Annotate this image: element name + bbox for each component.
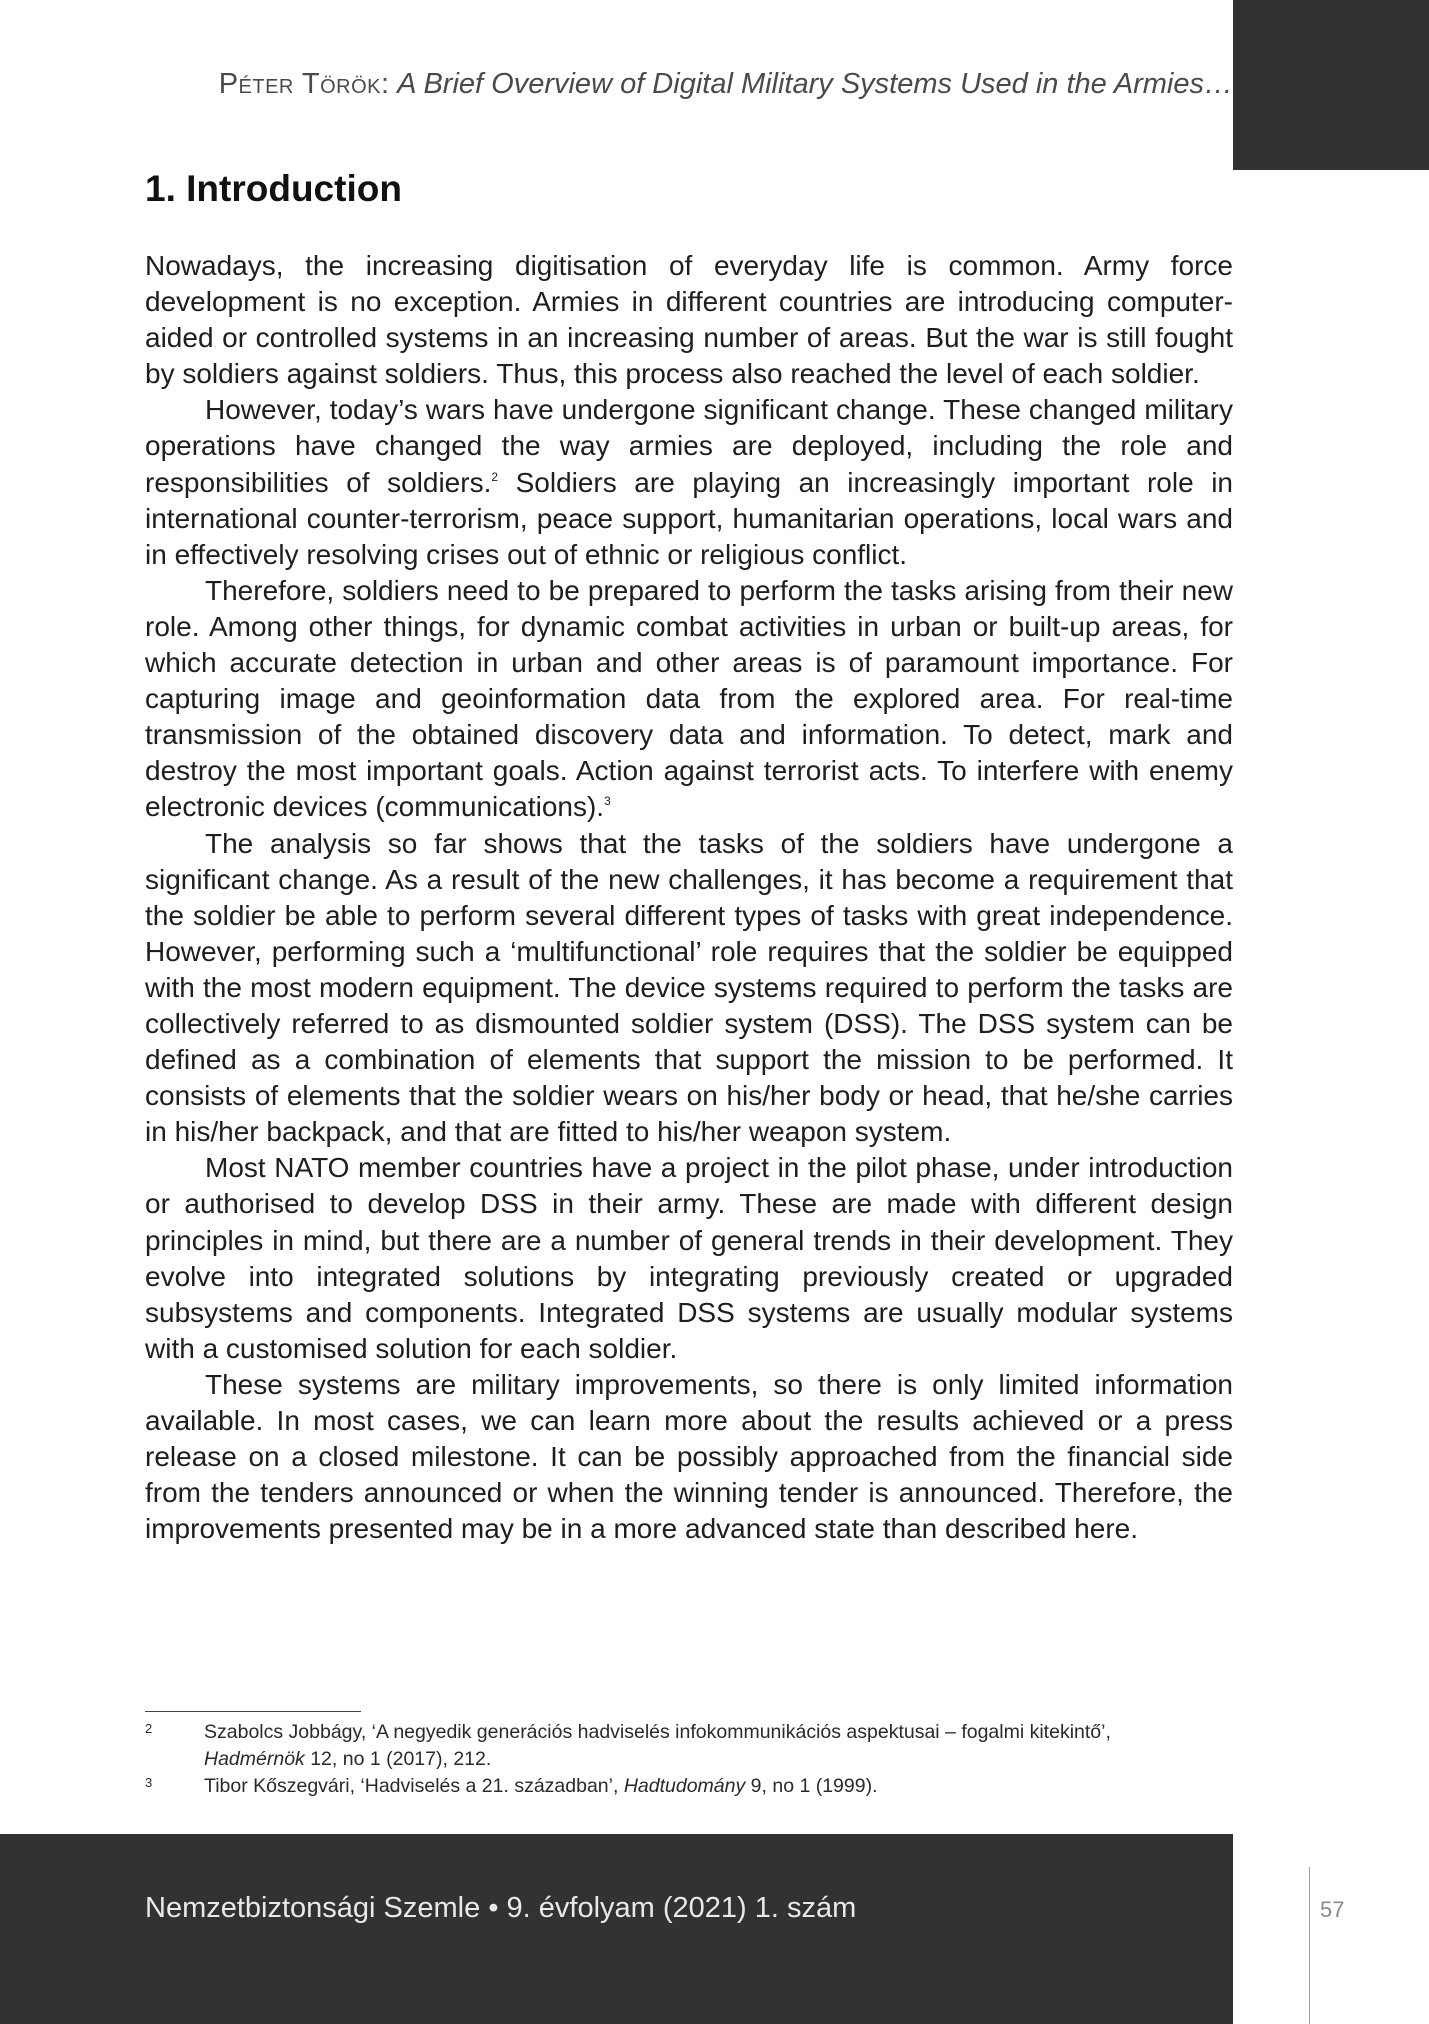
footnotes	[145, 1719, 1233, 1800]
section-heading: 1. Introduction	[145, 168, 402, 209]
footnote-3-journal: Hadtudomány	[623, 1775, 746, 1797]
footnote-2-line-2	[204, 1746, 1233, 1773]
header-separator: :	[381, 68, 398, 100]
footnote-divider	[145, 1711, 361, 1712]
footnote-ref-3[interactable]: 3	[604, 794, 611, 809]
footnote-2-line-1: Szabolcs Jobbágy, ‘A negyedik generációs hadviselés infokommunikációs aspektusai – fogalmi kitekintő’,	[204, 1721, 1111, 1743]
header-author: Péter Török	[218, 68, 382, 100]
footnote-ref-2[interactable]: 2	[491, 469, 499, 484]
footnote-3-author-title: Tibor Kőszegvári, ‘Hadviselés a 21. században’,	[204, 1775, 624, 1797]
paragraph-6: These systems are military improvements, so there is only limited information available. In most cases, we can learn more about the results achieved or a press release on a closed milestone. It can be possibly approached from the financial side from the tenders announced or when the winning tender is announced. Therefore, the improvements presented may be in a more advanced state than described here.	[145, 1368, 1233, 1545]
footnote-2-journal: Hadmérnök	[204, 1748, 305, 1770]
paragraph-2	[145, 392, 1233, 572]
footnote-3-citation: 9, no 1 (1999).	[745, 1775, 878, 1797]
paragraph-1: Nowadays, the increasing digitisation of everyday life is common. Army force development is no exception. Armies in different countries are introducing computer-aided or controlled systems in an increasing number of areas. But the war is still fought by soldiers against soldiers. Thus, this process also reached the level of each soldier.	[145, 250, 1233, 390]
paragraph-3-text-a: Therefore, soldiers need to be prepared to perform the tasks arising from their new role. Among other things, for dynamic combat activities in urban or built-up areas, for which accurate detection in urban and other areas is of paramount importance. For capturing image and geoinformation data from the explored area. For real-time transmission of the obtained discovery data and information. To detect, mark and destroy the most important goals. Action against terrorist acts. To interfere with enemy electronic devices (communications).	[145, 574, 1233, 823]
paragraph-5: Most NATO member countries have a project in the pilot phase, under introduction or authorised to develop DSS in their army. These are made with different design principles in mind, but there are a number of general trends in their development. They evolve into integrated solutions by integrating previously created or upgraded subsystems and components. Integrated DSS systems are usually modular systems with a customised solution for each soldier.	[145, 1152, 1233, 1364]
page-number: 57	[1320, 1897, 1345, 1922]
page-number-divider	[1309, 1867, 1310, 2024]
footer-band	[0, 1834, 1233, 2024]
corner-tab	[1233, 0, 1429, 170]
paragraph-4: The analysis so far shows that the tasks of the soldiers have undergone a significant change. As a result of the new challenges, it has become a requirement that the soldier be able to perform several different types of tasks with great independence. However, performing such a ‘multifunctional’ role requires that the soldier be equipped with the most modern equipment. The device systems required to perform the tasks are collectively referred to as dismounted soldier system (DSS). The DSS system can be defined as a combination of elements that support the mission to be performed. It consists of elements that the soldier wears on his/her body or head, that he/she carries in his/her backpack, and that are fitted to his/her weapon system.	[145, 827, 1233, 1148]
footnote-2	[145, 1719, 1233, 1773]
footnote-2-citation: 12, no 1 (2017), 212.	[304, 1748, 492, 1770]
paragraph-2-text-b: Soldiers are playing an increasingly important role in international counter-terrorism, peace support, humanitarian operations, local wars and in effectively resolving crises out of ethnic or religious conflict.	[145, 466, 1233, 570]
header-article-title: A Brief Overview of Digital Military Systems Used in the Armies…	[397, 68, 1233, 100]
footnote-number: 3	[145, 1775, 153, 1790]
paragraph-3	[145, 573, 1233, 826]
footnote-3	[145, 1773, 1233, 1800]
footer-journal-info: Nemzetbiztonsági Szemle • 9. évfolyam (2021) 1. szám	[145, 1892, 857, 1924]
running-header	[145, 68, 1233, 101]
body-text	[145, 248, 1233, 1547]
footnote-number: 2	[145, 1721, 153, 1736]
footnote-3-line-1	[204, 1773, 1233, 1800]
paragraph-2-text-a: However, today’s wars have undergone significant change. These changed military operations have changed the way armies are deployed, including the role and responsibilities of soldiers.	[145, 394, 1233, 498]
